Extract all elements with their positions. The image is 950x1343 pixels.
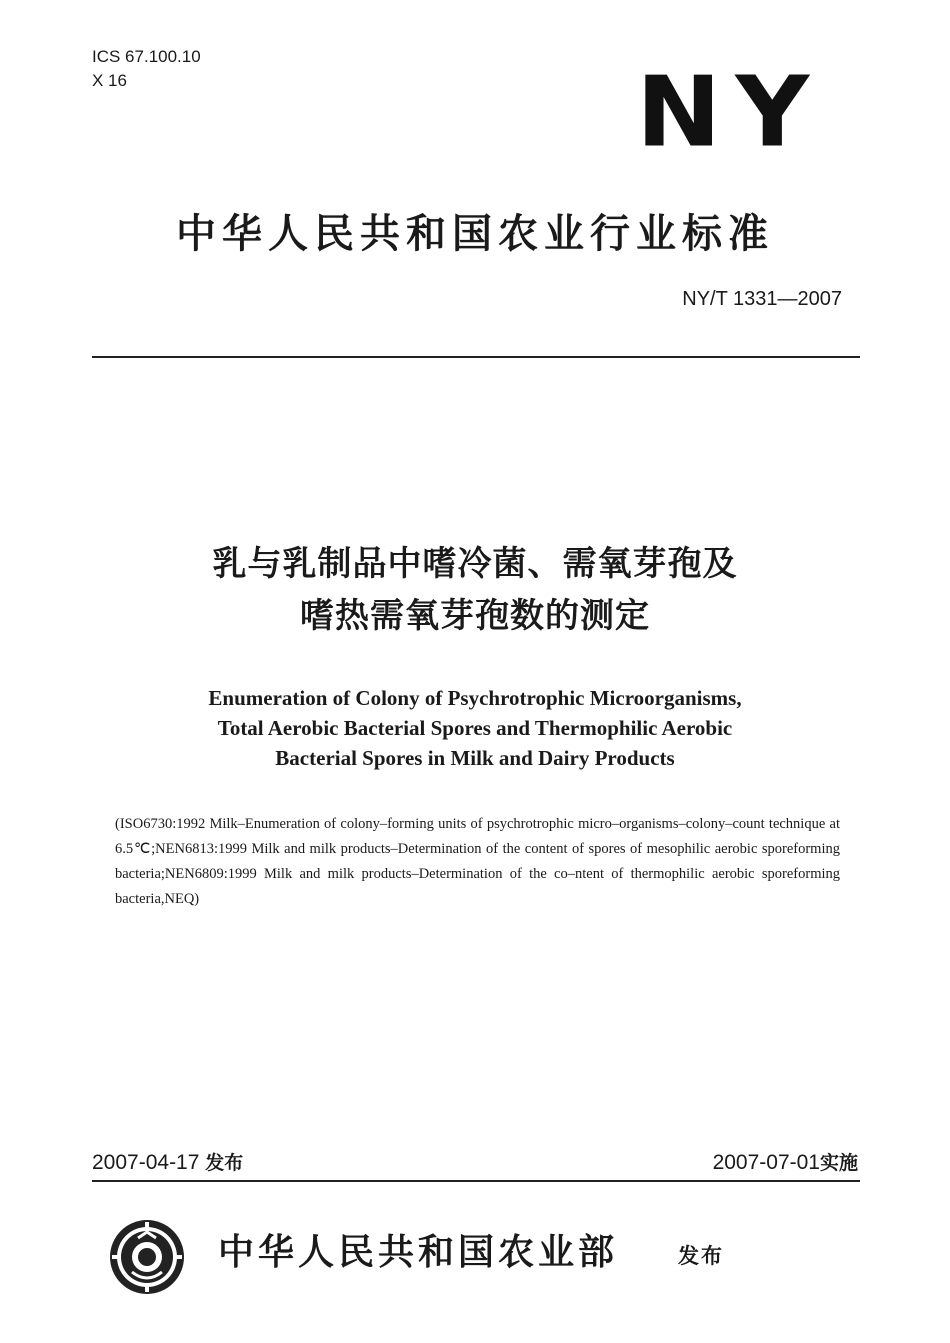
document-title-en	[0, 683, 950, 773]
ics-code: ICS 67.100.10	[92, 47, 201, 66]
title-cn-line-1: 乳与乳制品中嗜冷菌、需氧芽孢及	[212, 544, 738, 584]
issue-label: 发布	[205, 1152, 244, 1174]
title-cn-line-2: 嗜热需氧芽孢数的测定	[300, 596, 650, 636]
classification-codes	[92, 45, 201, 93]
title-en-line-3: Bacterial Spores in Milk and Dairy Products	[275, 746, 675, 770]
title-en-line-2: Total Aerobic Bacterial Spores and Thermophilic Aerobic	[217, 716, 733, 740]
standard-title: 中华人民共和国农业行业标准	[176, 211, 774, 257]
title-en-line-1: Enumeration of Colony of Psychrotrophic Microorganisms,	[208, 686, 742, 710]
issuing-action: 发布	[678, 1244, 724, 1268]
bottom-divider	[92, 1180, 860, 1182]
ministry-emblem-icon	[108, 1218, 186, 1296]
implement-date: 2007-07-01	[712, 1151, 820, 1174]
standard-code: NY/T 1331—2007	[682, 288, 842, 310]
implement-date-block	[713, 1148, 858, 1175]
issuing-ministry: 中华人民共和国农业部	[218, 1232, 619, 1273]
issue-date-block	[92, 1148, 243, 1175]
equivalence-statement: (ISO6730:1992 Milk–Enumeration of colony–forming units of psychrotrophic micro–organisms–colony–count technique at 6.5℃;NEN6813:1999 Milk and milk products–Determination of the content of spores of mesophilic aerobic sporeforming bacteria;NEN6809:1999 Milk and milk products–Determination of the co–ntent of thermophilic aerobic sporeforming bacteria,NEQ)	[115, 816, 840, 907]
implement-label: 实施	[819, 1152, 858, 1174]
document-title-cn	[0, 538, 950, 642]
ny-logo: NY	[636, 56, 824, 170]
ccs-code: X 16	[92, 71, 127, 90]
top-divider	[92, 356, 860, 358]
issue-date: 2007-04-17	[92, 1151, 200, 1174]
